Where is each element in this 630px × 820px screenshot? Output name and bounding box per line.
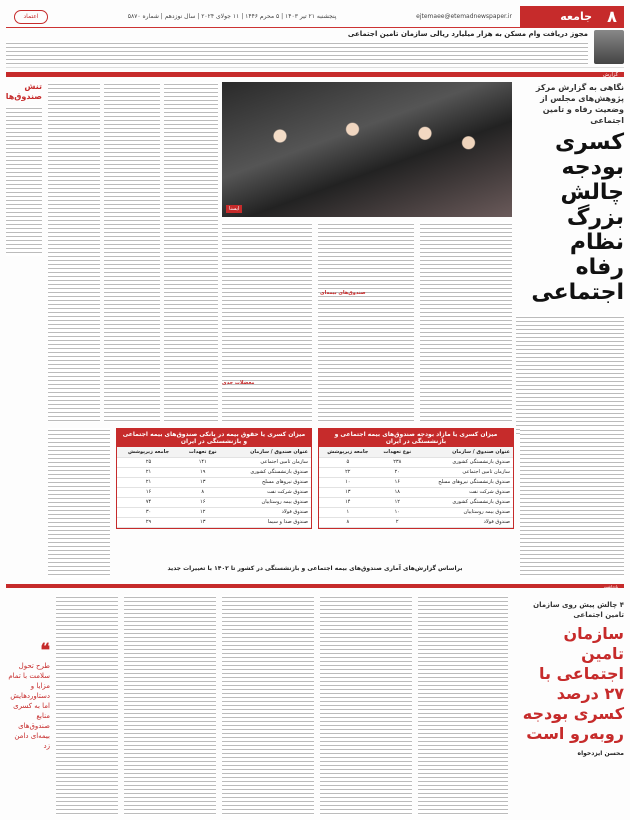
header-email[interactable]: ejtemaee@etemadnewspaper.ir xyxy=(416,13,512,20)
table-header: نوع تعهدات xyxy=(377,447,418,457)
table-cell: ۲۹ xyxy=(117,517,180,527)
side-title: تنش صندوق‌ها xyxy=(5,82,42,101)
table-cell: ۲۳۸ xyxy=(377,457,418,467)
table-header: جامعه زیرپوشش xyxy=(117,447,180,457)
table-cell: ۱۲ xyxy=(180,507,225,517)
table-header: جامعه زیرپوشش xyxy=(319,447,377,457)
table-cell: ۱۹ xyxy=(180,467,225,477)
table-cell: صندوق شرکت نفت xyxy=(225,487,311,497)
opinion-strip xyxy=(6,30,624,68)
table-left-title: میزان کسری یا حقوق بیمه در بانکی صندوق‌های بیمه اجتماعی و بازنشستگی در ایران xyxy=(117,429,311,447)
table-cell: صندوق فولاد xyxy=(418,517,513,527)
table-cell: سازمان تامین اجتماعی xyxy=(225,457,311,467)
table-cell: صندوق بازنشستگی کشوری xyxy=(225,467,311,477)
table-cell: ۲ xyxy=(377,517,418,527)
table-cell: صندوق نیروهای مسلح xyxy=(225,477,311,487)
table-right-title: میزان کسری یا مازاد بودجه صندوق‌های بیمه اجتماعی و بازنشستگی در ایران xyxy=(319,429,513,447)
bottom-col-1 xyxy=(418,595,508,815)
table-cell: ۱۳ xyxy=(180,477,225,487)
main-headline: کسری بودجه چالش بزرگ نظام رفاه اجتماعی xyxy=(531,130,624,305)
page-number: ۸ xyxy=(600,6,624,28)
table-row xyxy=(319,507,513,517)
photo-credit: ایسنا xyxy=(226,205,242,213)
bottom-col-3 xyxy=(222,595,314,815)
lead-text xyxy=(516,315,624,435)
bottom-col-2 xyxy=(320,595,412,815)
table-row xyxy=(319,497,513,507)
main-kicker: نگاهی به گزارش مرکز پژوهش‌های مجلس از وضعیت رفاه و تامین اجتماعی xyxy=(535,83,624,125)
table-cell: ۵ xyxy=(319,457,377,467)
section-divider xyxy=(6,72,624,77)
opinion-title: مجوز دریافت وام مسکن به هزار میلیارد ریالی سازمان تامین اجتماعی xyxy=(347,30,588,38)
table-cell: ۷۴ xyxy=(117,497,180,507)
table-header: عنوان صندوق / سازمان xyxy=(225,447,311,457)
table-cell: ۱۳ xyxy=(180,517,225,527)
bottom-col-5 xyxy=(56,595,118,815)
table-row xyxy=(117,487,311,497)
table-cell: صندوق بازنشستگی کشوری xyxy=(418,497,513,507)
table-cell: ۲۰ xyxy=(377,467,418,477)
section-label: جامعه xyxy=(520,6,600,28)
side-column xyxy=(6,82,42,282)
table-row xyxy=(117,507,311,517)
table-cell: صندوق شرکت نفت xyxy=(418,487,513,497)
table-cell: صندوق صدا و سیما xyxy=(225,517,311,527)
table-cell: ۸ xyxy=(180,487,225,497)
table-row xyxy=(117,497,311,507)
text-column-3 xyxy=(164,82,218,422)
table-cell: ۱۳ xyxy=(319,487,377,497)
newspaper-logo: اعتماد xyxy=(14,10,48,24)
table-cell: ۲۱ xyxy=(117,477,180,487)
subhead: صندوق‌های بیمه‌ای xyxy=(320,290,366,296)
table-row xyxy=(319,487,513,497)
header-date: پنجشنبه ۲۱ تیر ۱۴۰۳ | ۵ محرم ۱۴۴۶ | ۱۱ جولای ۲۰۲۴ | سال نوزدهم | شماره ۵۸۷۰ xyxy=(127,13,337,20)
table-cell: ۱۰ xyxy=(319,477,377,487)
table-cell: صندوق بازنشستگی نیروهای مسلح xyxy=(418,477,513,487)
table-cell: ۱۶ xyxy=(117,487,180,497)
story-photo xyxy=(222,82,512,217)
table-row xyxy=(117,517,311,527)
table-cell: صندوق بازنشستگی کشوری xyxy=(418,457,513,467)
table-cell: صندوق بیمه روستاییان xyxy=(225,497,311,507)
table-left xyxy=(116,428,312,529)
opinion-body xyxy=(6,30,588,67)
note-label: یادداشت xyxy=(603,584,618,589)
side-text xyxy=(6,106,42,256)
table-right xyxy=(318,428,514,529)
page-header xyxy=(6,6,624,28)
bottom-author: محسن ایزدخواه xyxy=(577,750,624,757)
table-cell: ۱۸ xyxy=(377,487,418,497)
bottom-headline: سازمان تامین اجتماعی با ۲۷ درصد کسری بودجه روبه‌رو است xyxy=(522,624,624,743)
table-cell: صندوق فولاد xyxy=(225,507,311,517)
text-column-8 xyxy=(520,428,624,578)
table-cell: صندوق بیمه روستاییان xyxy=(418,507,513,517)
quote-mark-icon: ❝ xyxy=(40,640,50,661)
bottom-divider xyxy=(6,584,624,588)
bottom-lead xyxy=(516,600,624,757)
opinion-text xyxy=(6,41,588,65)
text-column-2 xyxy=(104,82,160,422)
table-cell: ۱ xyxy=(319,507,377,517)
text-column-7 xyxy=(48,428,110,578)
bottom-col-4 xyxy=(124,595,216,815)
table-header: عنوان صندوق / سازمان xyxy=(418,447,513,457)
text-column-6 xyxy=(420,222,512,422)
table-cell: سازمان تامین اجتماعی xyxy=(418,467,513,477)
table-row xyxy=(319,467,513,477)
quote-text: طرح تحول سلامت با تمام مزایا و دستاوردهایش اما به کسری منابع صندوق‌های بیمه‌ای دامن زد xyxy=(8,662,50,750)
table-cell: ۲۵ xyxy=(117,457,180,467)
table-cell: ۱۶ xyxy=(180,497,225,507)
author-photo xyxy=(594,30,624,64)
table-cell: ۸ xyxy=(319,517,377,527)
table-caption: براساس گزارش‌های آماری صندوق‌های بیمه اجتماعی و بازنشستگی در کشور تا ۱۴۰۲ با تغییرات جدید xyxy=(167,565,463,572)
table-header: نوع تعهدات xyxy=(180,447,225,457)
table-cell: ۳۰ xyxy=(117,507,180,517)
table-row xyxy=(319,457,513,467)
table-cell: ۲۲ xyxy=(319,467,377,477)
table-row xyxy=(319,517,513,527)
table-cell: ۱۲ xyxy=(377,497,418,507)
bottom-kicker: ۴ چالش پیش روی سازمان تامین اجتماعی xyxy=(533,601,624,619)
main-lead xyxy=(516,82,624,412)
table-row xyxy=(117,477,311,487)
table-cell: ۱۰ xyxy=(377,507,418,517)
text-column-4 xyxy=(222,222,312,422)
table-row xyxy=(319,477,513,487)
table-cell: ۱۶ xyxy=(377,477,418,487)
text-column-5 xyxy=(318,222,414,422)
report-label: گزارش xyxy=(602,72,618,78)
pull-quote xyxy=(6,640,50,751)
table-cell: ۱۴ xyxy=(319,497,377,507)
table-row xyxy=(117,467,311,477)
text-column-1 xyxy=(48,82,100,422)
header-info xyxy=(6,10,520,24)
table-cell: ۲۱ xyxy=(117,467,180,477)
table-row xyxy=(117,457,311,467)
table-cell: ۱۴۱ xyxy=(180,457,225,467)
subhead: معضلات جدی xyxy=(222,380,255,386)
